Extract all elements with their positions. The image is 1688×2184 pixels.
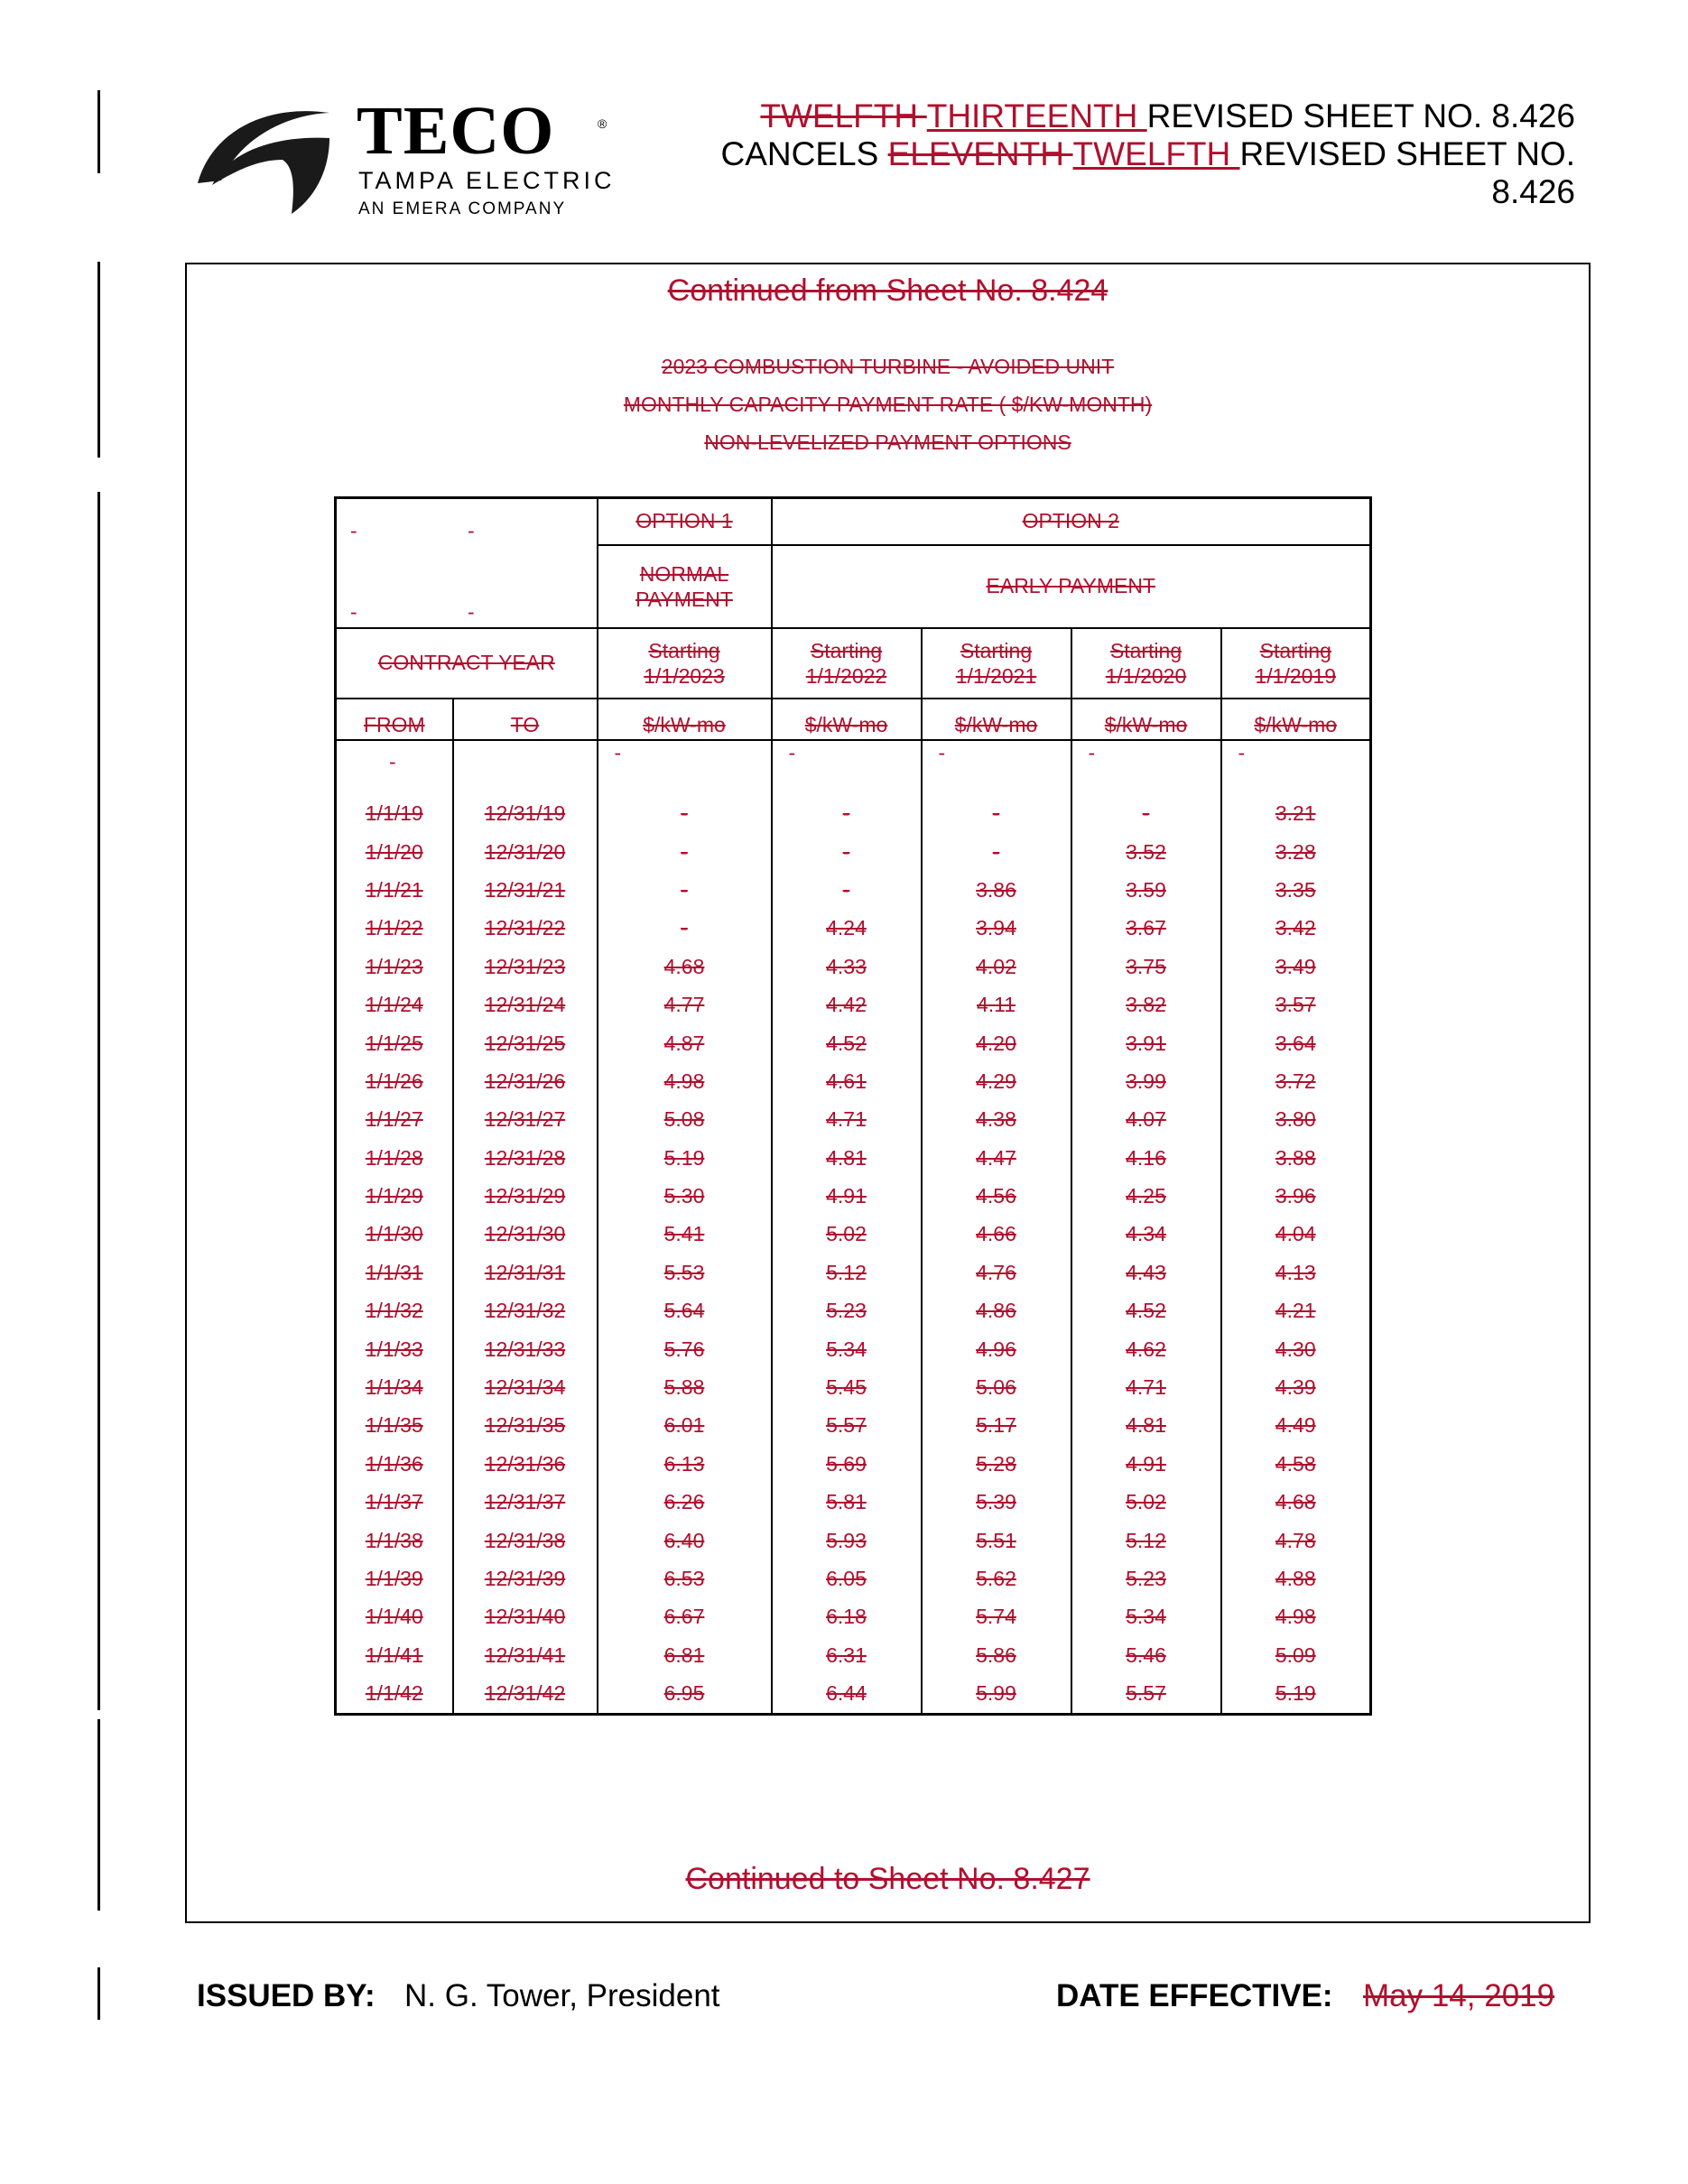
table-cell: 3.52 (1071, 833, 1221, 871)
table-cell: - (598, 740, 772, 795)
table-cell: 5.76 (598, 1330, 772, 1368)
table-cell: 1/1/42 (336, 1674, 453, 1714)
table-row (336, 1522, 1371, 1559)
table-cell: 5.64 (598, 1292, 772, 1330)
table-cell: 5.34 (1071, 1598, 1221, 1636)
table-cell: - (922, 795, 1071, 833)
table-cell: 12/31/30 (453, 1216, 598, 1254)
continued-from: Continued from Sheet No. 8.424 (667, 273, 1108, 308)
table-cell: 3.82 (1071, 986, 1221, 1023)
unit-header: $/kW-mo (1071, 699, 1221, 740)
table-row (336, 1330, 1371, 1368)
table-cell: 6.81 (598, 1636, 772, 1674)
table-cell: 5.06 (922, 1368, 1071, 1406)
table-row (336, 1598, 1371, 1636)
corner-cell (336, 498, 598, 628)
table-cell: - (598, 795, 772, 833)
table-cell: 4.81 (772, 1139, 922, 1177)
table-cell: 6.31 (772, 1636, 922, 1674)
table-row (336, 910, 1371, 948)
table-cell: 4.30 (1221, 1330, 1371, 1368)
table-cell: 3.28 (1221, 833, 1371, 871)
table-cell: 12/31/32 (453, 1292, 598, 1330)
table-cell: 4.71 (772, 1101, 922, 1139)
payment-table (334, 496, 1372, 1716)
table-cell: 1/1/38 (336, 1522, 453, 1559)
table-cell: 1/1/35 (336, 1407, 453, 1445)
table-row (336, 871, 1371, 909)
table-cell: 1/1/41 (336, 1636, 453, 1674)
table-cell: 1/1/39 (336, 1559, 453, 1597)
table-cell: 5.17 (922, 1407, 1071, 1445)
table-cell: 1/1/29 (336, 1177, 453, 1215)
table-cell: 4.62 (1071, 1330, 1221, 1368)
table-cell: 3.49 (1221, 948, 1371, 986)
table-cell: 5.45 (772, 1368, 922, 1406)
tariff-frame (185, 263, 1591, 1923)
to-header: TO (453, 699, 598, 740)
table-cell: 3.99 (1071, 1062, 1221, 1100)
table-cell: 12/31/26 (453, 1062, 598, 1100)
start-date: 1/1/2021 (955, 663, 1037, 688)
table-cell: 12/31/22 (453, 910, 598, 948)
change-bar (97, 708, 100, 1710)
table-cell: 4.86 (922, 1292, 1071, 1330)
table-cell: 4.91 (1071, 1445, 1221, 1483)
table-cell: 3.72 (1221, 1062, 1371, 1100)
table-row (336, 948, 1371, 986)
table-cell: 3.21 (1221, 795, 1371, 833)
table-cell: 5.23 (1071, 1559, 1221, 1597)
table-cell: 5.69 (772, 1445, 922, 1483)
table-cell: 5.53 (598, 1254, 772, 1291)
header-inserted-text: THIRTEENTH (926, 97, 1147, 134)
issued-by-label: ISSUED BY: (197, 1978, 376, 2013)
table-cell: 4.02 (922, 948, 1071, 986)
table-row (336, 1292, 1371, 1330)
table-cell: 6.05 (772, 1559, 922, 1597)
early-payment-header: EARLY PAYMENT (772, 545, 1371, 628)
table-row (336, 1139, 1371, 1177)
table-cell: 4.38 (922, 1101, 1071, 1139)
table-cell: - (772, 740, 922, 795)
table-cell: 1/1/40 (336, 1598, 453, 1636)
header-inserted-text: TWELFTH (1072, 135, 1240, 172)
table-cell: 4.56 (922, 1177, 1071, 1215)
table-cell: 5.57 (772, 1407, 922, 1445)
table-cell: 12/31/23 (453, 948, 598, 986)
table-cell: 1/1/20 (336, 833, 453, 871)
table-cell: 4.76 (922, 1254, 1071, 1291)
table-cell: 1/1/33 (336, 1330, 453, 1368)
table-cell: 6.40 (598, 1522, 772, 1559)
starting-label: Starting (960, 638, 1033, 662)
table-cell: 12/31/29 (453, 1177, 598, 1215)
table-row (336, 740, 1371, 795)
table-cell: 5.62 (922, 1559, 1071, 1597)
table-cell: 4.52 (772, 1024, 922, 1062)
unit-header: $/kW-mo (598, 699, 772, 740)
teco-logo (194, 95, 663, 221)
table-cell: 12/31/19 (453, 795, 598, 833)
table-cell: 5.51 (922, 1522, 1071, 1559)
start-date-header (772, 628, 922, 699)
table-cell: 3.96 (1221, 1177, 1371, 1215)
starting-label: Starting (648, 638, 720, 662)
table-cell: 12/31/36 (453, 1445, 598, 1483)
table-cell: 1/1/28 (336, 1139, 453, 1177)
starting-label: Starting (1109, 638, 1183, 662)
table-cell: 12/31/42 (453, 1674, 598, 1714)
header-deleted-text: TWELFTH (760, 97, 927, 134)
table-cell: 5.41 (598, 1216, 772, 1254)
table-cell: 5.93 (772, 1522, 922, 1559)
table-cell: 4.52 (1071, 1292, 1221, 1330)
table-cell: 1/1/26 (336, 1062, 453, 1100)
table-cell: 3.42 (1221, 910, 1371, 948)
table-cell: 1/1/32 (336, 1292, 453, 1330)
unit-header: $/kW-mo (922, 699, 1071, 740)
table-cell: 5.23 (772, 1292, 922, 1330)
option-2-header: OPTION 2 (772, 498, 1371, 545)
table-cell: 4.43 (1071, 1254, 1221, 1291)
table-cell: 4.13 (1221, 1254, 1371, 1291)
continued-to: Continued to Sheet No. 8.427 (685, 1862, 1090, 1896)
table-cell: - (772, 833, 922, 871)
registered-mark: ® (598, 116, 607, 131)
table-cell: 1/1/27 (336, 1101, 453, 1139)
table-cell: 12/31/21 (453, 871, 598, 909)
table-row (336, 1674, 1371, 1714)
table-cell: 5.46 (1071, 1636, 1221, 1674)
corner-dash: - (350, 519, 357, 542)
sheet-footer (0, 1978, 1688, 2023)
table-cell: 3.88 (1221, 1139, 1371, 1177)
table-cell: 12/31/34 (453, 1368, 598, 1406)
table-cell: - (598, 871, 772, 909)
table-cell: 12/31/41 (453, 1636, 598, 1674)
table-cell: 4.16 (1071, 1139, 1221, 1177)
unit-header: $/kW-mo (772, 699, 922, 740)
table-cell: 6.44 (772, 1674, 922, 1714)
header-deleted-text: ELEVENTH (887, 135, 1073, 172)
table-cell: 6.13 (598, 1445, 772, 1483)
table-cell: - (598, 833, 772, 871)
table-cell: 4.11 (922, 986, 1071, 1023)
table-cell: - (1071, 795, 1221, 833)
table-cell: 5.02 (1071, 1484, 1221, 1522)
table-cell: 5.88 (598, 1368, 772, 1406)
table-cell: 3.35 (1221, 871, 1371, 909)
table-cell: 4.66 (922, 1216, 1071, 1254)
table-title-2: MONTHLY CAPACITY PAYMENT RATE ( $/KW-MONTH) (623, 393, 1153, 416)
date-effective-label: DATE EFFECTIVE: (1056, 1978, 1333, 2013)
table-row (336, 1484, 1371, 1522)
table-cell: 3.67 (1071, 910, 1221, 948)
table-cell: 5.86 (922, 1636, 1071, 1674)
start-date: 1/1/2019 (1255, 663, 1337, 688)
table-cell: 3.57 (1221, 986, 1371, 1023)
option-1-header: OPTION 1 (598, 498, 772, 545)
logo-parent-company: AN EMERA COMPANY (358, 199, 567, 218)
table-cell: 4.07 (1071, 1101, 1221, 1139)
table-cell: 1/1/37 (336, 1484, 453, 1522)
table-cell: 3.91 (1071, 1024, 1221, 1062)
table-row (336, 1062, 1371, 1100)
table-cell: 5.19 (598, 1139, 772, 1177)
table-cell: 4.25 (1071, 1177, 1221, 1215)
table-cell: 4.71 (1071, 1368, 1221, 1406)
table-cell: 4.68 (598, 948, 772, 986)
table-cell: 5.12 (1071, 1522, 1221, 1559)
teco-swoosh-icon (194, 95, 339, 221)
table-cell: 4.33 (772, 948, 922, 986)
table-cell: 4.81 (1071, 1407, 1221, 1445)
start-date: 1/1/2022 (805, 663, 887, 688)
table-cell: 5.28 (922, 1445, 1071, 1483)
change-bar (97, 90, 100, 173)
table-cell: 4.87 (598, 1024, 772, 1062)
table-cell: 5.30 (598, 1177, 772, 1215)
corner-dash: - (468, 600, 475, 624)
table-cell: 6.67 (598, 1598, 772, 1636)
corner-dash: - (468, 519, 475, 542)
table-cell: 4.20 (922, 1024, 1071, 1062)
table-cell: 5.09 (1221, 1636, 1371, 1674)
table-cell: 5.08 (598, 1101, 772, 1139)
table-cell: 3.86 (922, 871, 1071, 909)
table-cell: 4.91 (772, 1177, 922, 1215)
table-cell: 6.01 (598, 1407, 772, 1445)
table-cell: 12/31/35 (453, 1407, 598, 1445)
table-cell: 12/31/33 (453, 1330, 598, 1368)
table-cell: - (772, 795, 922, 833)
unit-header: $/kW-mo (1221, 699, 1371, 740)
change-bar (97, 262, 100, 458)
table-cell: - (1071, 740, 1221, 795)
table-row (336, 795, 1371, 833)
starting-label: Starting (810, 638, 883, 662)
table-cell: 4.39 (1221, 1368, 1371, 1406)
table-cell: - (1221, 740, 1371, 795)
table-cell: 5.74 (922, 1598, 1071, 1636)
table-cell: 12/31/27 (453, 1101, 598, 1139)
table-cell: 4.88 (1221, 1559, 1371, 1597)
table-cell: 1/1/21 (336, 871, 453, 909)
header-line-1 (672, 97, 1575, 135)
table-cell: - (598, 910, 772, 948)
header-text: REVISED SHEET NO. 8.426 (1146, 97, 1575, 134)
table-cell: 6.18 (772, 1598, 922, 1636)
table-row (336, 1368, 1371, 1406)
header-text: CANCELS (720, 135, 888, 172)
table-cell: 12/31/39 (453, 1559, 598, 1597)
table-cell: 4.98 (598, 1062, 772, 1100)
table-cell: 1/1/22 (336, 910, 453, 948)
table-cell: 1/1/24 (336, 986, 453, 1023)
table-row (336, 833, 1371, 871)
table-row (336, 1177, 1371, 1215)
corner-dash: - (350, 600, 357, 624)
table-cell: 12/31/28 (453, 1139, 598, 1177)
table-row (336, 1101, 1371, 1139)
table-cell: 5.12 (772, 1254, 922, 1291)
table-cell: 4.49 (1221, 1407, 1371, 1445)
table-cell: 1/1/19 (336, 795, 453, 833)
table-cell: 5.81 (772, 1484, 922, 1522)
table-cell: 4.34 (1071, 1216, 1221, 1254)
table-cell: 12/31/24 (453, 986, 598, 1023)
table-row (336, 1407, 1371, 1445)
table-cell: 12/31/20 (453, 833, 598, 871)
table-cell: 12/31/25 (453, 1024, 598, 1062)
normal-payment-header: NORMAL PAYMENT (598, 545, 772, 628)
table-cell: 4.96 (922, 1330, 1071, 1368)
table-cell: 4.21 (1221, 1292, 1371, 1330)
table-cell: 5.19 (1221, 1674, 1371, 1714)
table-cell: 1/1/25 (336, 1024, 453, 1062)
table-row (336, 986, 1371, 1023)
table-cell: 12/31/31 (453, 1254, 598, 1291)
table-cell: 5.57 (1071, 1674, 1221, 1714)
logo-wordmark: TECO (357, 93, 555, 169)
table-cell: - (922, 740, 1071, 795)
table-cell: 1/1/30 (336, 1216, 453, 1254)
table-row (336, 1254, 1371, 1291)
table-cell: 4.24 (772, 910, 922, 948)
start-date-header (1221, 628, 1371, 699)
table-cell: 5.02 (772, 1216, 922, 1254)
table-cell: 3.64 (1221, 1024, 1371, 1062)
starting-label: Starting (1259, 638, 1331, 662)
issued-by-value: N. G. Tower, President (404, 1978, 720, 2013)
table-cell (453, 740, 598, 795)
table-cell: 6.53 (598, 1559, 772, 1597)
change-bar (97, 1719, 100, 1911)
header-text: REVISED SHEET NO. (1239, 135, 1575, 172)
table-cell: 6.95 (598, 1674, 772, 1714)
table-cell: 4.77 (598, 986, 772, 1023)
table-cell: 4.68 (1221, 1484, 1371, 1522)
logo-subtitle: TAMPA ELECTRIC (358, 167, 616, 194)
table-cell: - (336, 740, 453, 795)
table-cell: 1/1/23 (336, 948, 453, 986)
table-cell: 5.39 (922, 1484, 1071, 1522)
date-effective-value: May 14, 2019 (1363, 1978, 1555, 2013)
table-row (336, 1216, 1371, 1254)
header-line-3: 8.426 (1491, 173, 1575, 210)
header-line-2 (672, 135, 1575, 173)
table-cell: 4.04 (1221, 1216, 1371, 1254)
table-body (336, 740, 1371, 1715)
table-cell: 1/1/31 (336, 1254, 453, 1291)
table-cell: 5.34 (772, 1330, 922, 1368)
start-date-header (922, 628, 1071, 699)
table-cell: 1/1/36 (336, 1445, 453, 1483)
table-cell: - (922, 833, 1071, 871)
sheet-header (672, 97, 1575, 211)
table-cell: 12/31/40 (453, 1598, 598, 1636)
from-header: FROM (336, 699, 453, 740)
table-cell: 3.80 (1221, 1101, 1371, 1139)
start-date-header (598, 628, 772, 699)
table-title-1: 2023 COMBUSTION TURBINE - AVOIDED UNIT (661, 355, 1115, 378)
change-bar (97, 492, 100, 708)
start-date-header (1071, 628, 1221, 699)
table-row (336, 1445, 1371, 1483)
start-date: 1/1/2020 (1105, 663, 1187, 688)
table-cell: 4.98 (1221, 1598, 1371, 1636)
table-cell: 1/1/34 (336, 1368, 453, 1406)
table-cell: 4.61 (772, 1062, 922, 1100)
contract-year-header: CONTRACT YEAR (336, 628, 598, 699)
table-cell: 5.99 (922, 1674, 1071, 1714)
start-date: 1/1/2023 (644, 663, 725, 688)
table-cell: 4.29 (922, 1062, 1071, 1100)
table-row (336, 1024, 1371, 1062)
table-cell: 4.78 (1221, 1522, 1371, 1559)
table-cell: 4.47 (922, 1139, 1071, 1177)
table-cell: 3.75 (1071, 948, 1221, 986)
table-cell: 4.58 (1221, 1445, 1371, 1483)
table-cell: 3.59 (1071, 871, 1221, 909)
table-cell: 12/31/38 (453, 1522, 598, 1559)
table-cell: 6.26 (598, 1484, 772, 1522)
table-title-3: NON-LEVELIZED PAYMENT OPTIONS (704, 430, 1071, 454)
table-cell: - (772, 871, 922, 909)
table-cell: 3.94 (922, 910, 1071, 948)
table-row (336, 1559, 1371, 1597)
table-row (336, 1636, 1371, 1674)
table-cell: 12/31/37 (453, 1484, 598, 1522)
table-cell: 4.42 (772, 986, 922, 1023)
